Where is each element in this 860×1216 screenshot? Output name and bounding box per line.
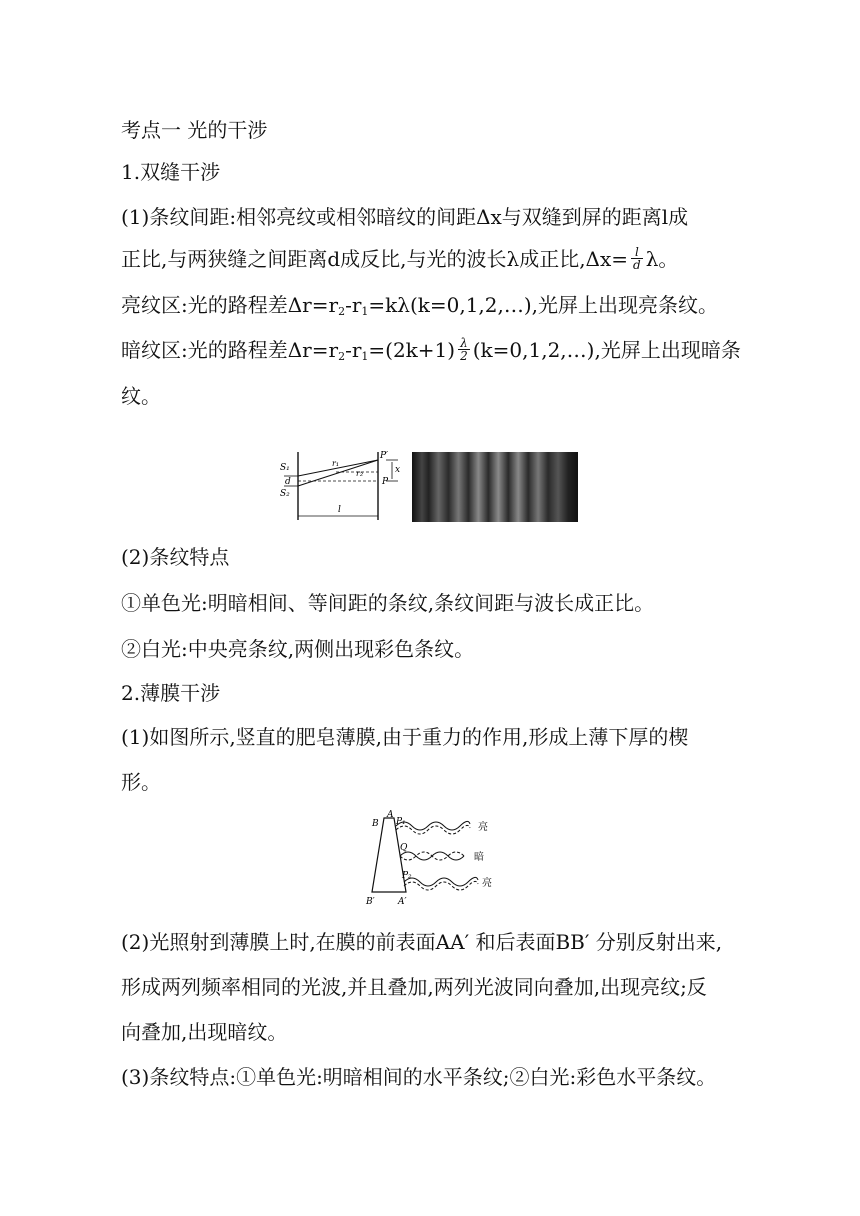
fraction-denominator: d (633, 258, 641, 272)
text-span: =(2k+1) (368, 338, 456, 362)
text-span: λ。 (645, 247, 679, 271)
fraction-lambda-over-2 (458, 337, 470, 362)
paragraph-reflection-line3: 向叠加,出现暗纹。 (121, 1020, 288, 1044)
paragraph-bright-fringe (121, 292, 718, 318)
text-span: (k=0,1,2,…),光屏上出现暗条 (472, 338, 741, 362)
text-span: 暗纹区:光的路程差Δr=r (121, 338, 339, 362)
thin-film-wedge-diagram (362, 808, 504, 910)
paragraph-soap-film-line1: (1)如图所示,竖直的肥皂薄膜,由于重力的作用,形成上薄下厚的楔 (121, 725, 689, 749)
paragraph-monochromatic: ①单色光:明暗相间、等间距的条纹,条纹间距与波长成正比。 (121, 591, 655, 615)
double-slit-diagram (276, 450, 586, 528)
label-s1: S₁ (280, 463, 290, 473)
interference-fringe-pattern (412, 452, 578, 522)
paragraph-soap-film-line2: 形。 (121, 770, 161, 794)
subsection-title-thin-film: 2.薄膜干涉 (121, 681, 221, 705)
subsection-title-double-slit: 1.双缝干涉 (121, 160, 221, 184)
label-l: l (338, 505, 341, 515)
fraction-numerator: λ (458, 337, 470, 350)
text-span: -r (345, 293, 362, 317)
fraction-l-over-d (631, 246, 643, 271)
text-span: -r (345, 338, 362, 362)
label-p-prime: P′ (380, 451, 389, 461)
subheading-fringe-features: (2)条纹特点 (121, 545, 230, 569)
label-bright-bottom: 亮 (482, 878, 492, 889)
label-a-prime: A′ (398, 897, 407, 907)
label-bright-top: 亮 (478, 822, 488, 833)
text-span: 正比,与两狭缝之间距离d成反比,与光的波长λ成正比,Δx= (121, 247, 629, 271)
paragraph-fringe-spacing-line1: (1)条纹间距:相邻亮纹或相邻暗纹的间距Δx与双缝到屏的距离l成 (121, 205, 689, 229)
label-b-prime: B′ (366, 897, 375, 907)
label-p: P (382, 477, 389, 487)
label-p1: P₁ (396, 817, 406, 827)
fraction-denominator: 2 (460, 349, 468, 363)
label-p2: P₂ (402, 871, 412, 881)
subscript: 1 (361, 305, 369, 318)
section-heading: 考点一 光的干涉 (121, 118, 268, 142)
subscript: 1 (361, 350, 369, 363)
paragraph-fringe-spacing-line2 (121, 246, 678, 273)
label-d: d (285, 477, 291, 487)
fraction-numerator: l (631, 246, 643, 259)
text-span: 亮纹区:光的路程差Δr=r (121, 293, 339, 317)
label-s2: S₂ (280, 489, 290, 499)
subscript: 2 (338, 350, 346, 363)
text-span: =kλ(k=0,1,2,…),光屏上出现亮条纹。 (368, 293, 719, 317)
paragraph-reflection-line2: 形成两列频率相同的光波,并且叠加,两列光波同向叠加,出现亮纹;反 (121, 975, 707, 999)
paragraph-dark-fringe-line2: 纹。 (121, 384, 161, 408)
paragraph-reflection-line1: (2)光照射到薄膜上时,在膜的前表面AA′ 和后表面BB′ 分别反射出来, (121, 930, 723, 954)
label-q: Q (400, 843, 408, 853)
label-r2: r₂ (356, 469, 364, 478)
label-a: A (387, 810, 394, 820)
paragraph-dark-fringe-line1 (121, 337, 741, 364)
label-dark: 暗 (474, 852, 484, 863)
label-r1: r₁ (332, 459, 340, 468)
subscript: 2 (338, 305, 346, 318)
paragraph-fringe-features-thin-film: (3)条纹特点:①单色光:明暗相间的水平条纹;②白光:彩色水平条纹。 (121, 1065, 717, 1089)
label-x: x (395, 465, 401, 475)
paragraph-white-light: ②白光:中央亮条纹,两侧出现彩色条纹。 (121, 637, 475, 661)
label-b: B (372, 819, 379, 829)
